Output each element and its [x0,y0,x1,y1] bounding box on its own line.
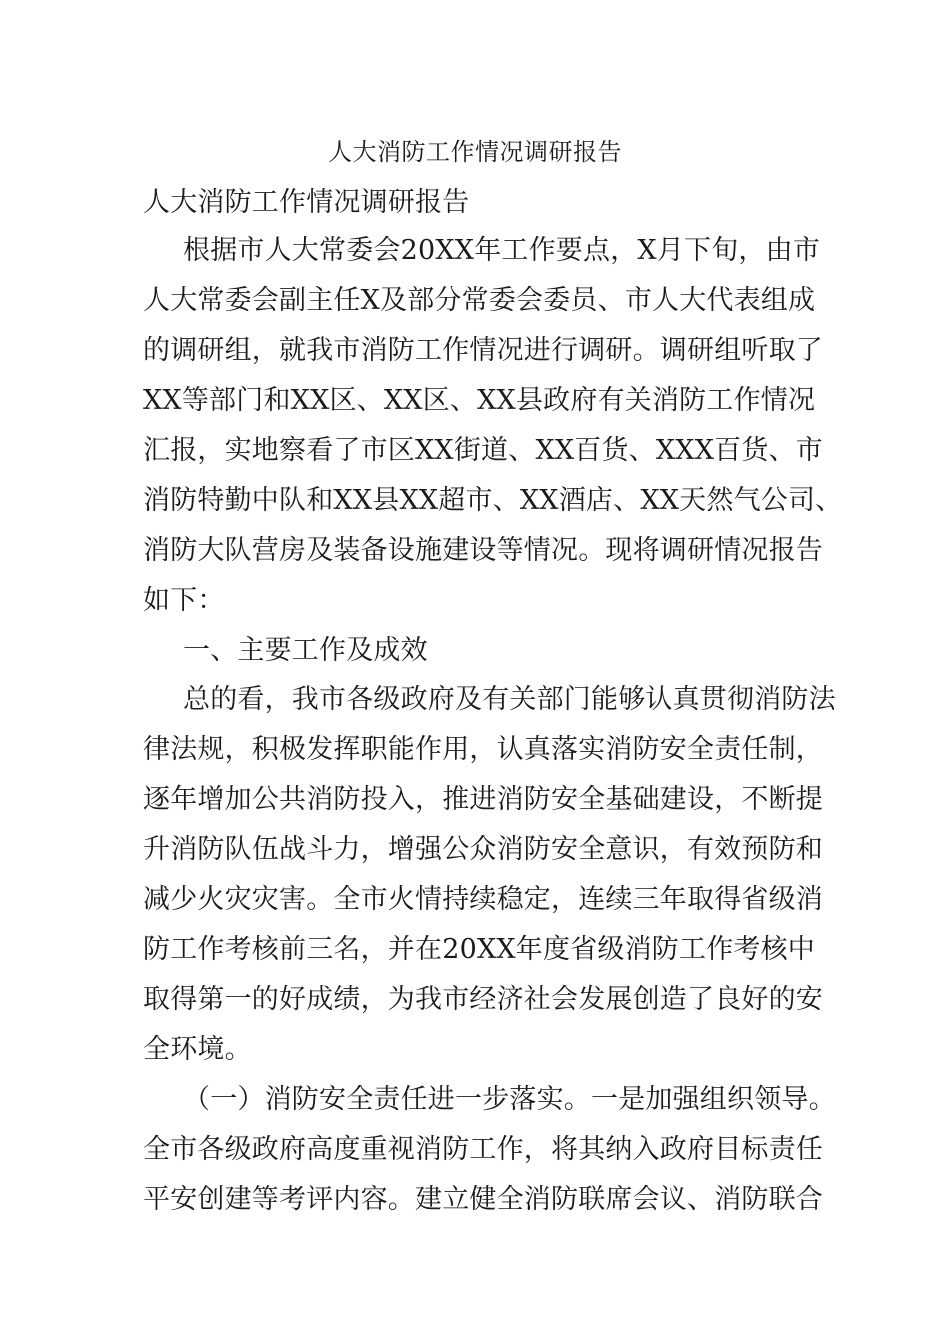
body-line: 人大常委会副主任X及部分常委会委员、市人大代表组成 [143,285,816,316]
subsection-line: （一）消防安全责任进一步落实。一是加强组织领导。 [183,1084,836,1115]
body-line: 律法规，积极发挥职能作用，认真落实消防安全责任制， [143,734,823,765]
body-line: 减少火灾灾害。全市火情持续稳定，连续三年取得省级消 [143,884,823,915]
body-line: 取得第一的好成绩，为我市经济社会发展创造了良好的安 [143,984,823,1015]
document-subtitle: 人大消防工作情况调研报告 [143,187,470,218]
section-heading: 一、主要工作及成效 [183,635,428,666]
body-line: 的调研组，就我市消防工作情况进行调研。调研组听取了 [143,335,823,366]
body-line: 如下： [143,585,225,616]
body-line: 防工作考核前三名，并在20XX年度省级消防工作考核中 [143,934,815,965]
body-line: 升消防队伍战斗力，增强公众消防安全意识，有效预防和 [143,834,823,865]
document-title: 人大消防工作情况调研报告 [328,138,622,166]
body-line: 全环境。 [143,1034,252,1065]
body-line: 消防特勤中队和XX县XX超市、XX酒店、XX天然气公司、 [143,485,843,516]
body-line: 总的看，我市各级政府及有关部门能够认真贯彻消防法 [183,684,836,715]
body-line: XX等部门和XX区、XX区、XX县政府有关消防工作情况 [143,385,816,416]
body-line: 逐年增加公共消防投入，推进消防安全基础建设，不断提 [143,784,823,815]
body-line: 全市各级政府高度重视消防工作，将其纳入政府目标责任 [143,1134,823,1165]
body-line: 汇报，实地察看了市区XX街道、XX百货、XXX百货、市 [143,435,823,466]
body-line: 根据市人大常委会20XX年工作要点，X月下旬，由市 [183,235,821,266]
body-line: 消防大队营房及装备设施建设等情况。现将调研情况报告 [143,535,823,566]
body-line: 平安创建等考评内容。建立健全消防联席会议、消防联合 [143,1184,823,1215]
